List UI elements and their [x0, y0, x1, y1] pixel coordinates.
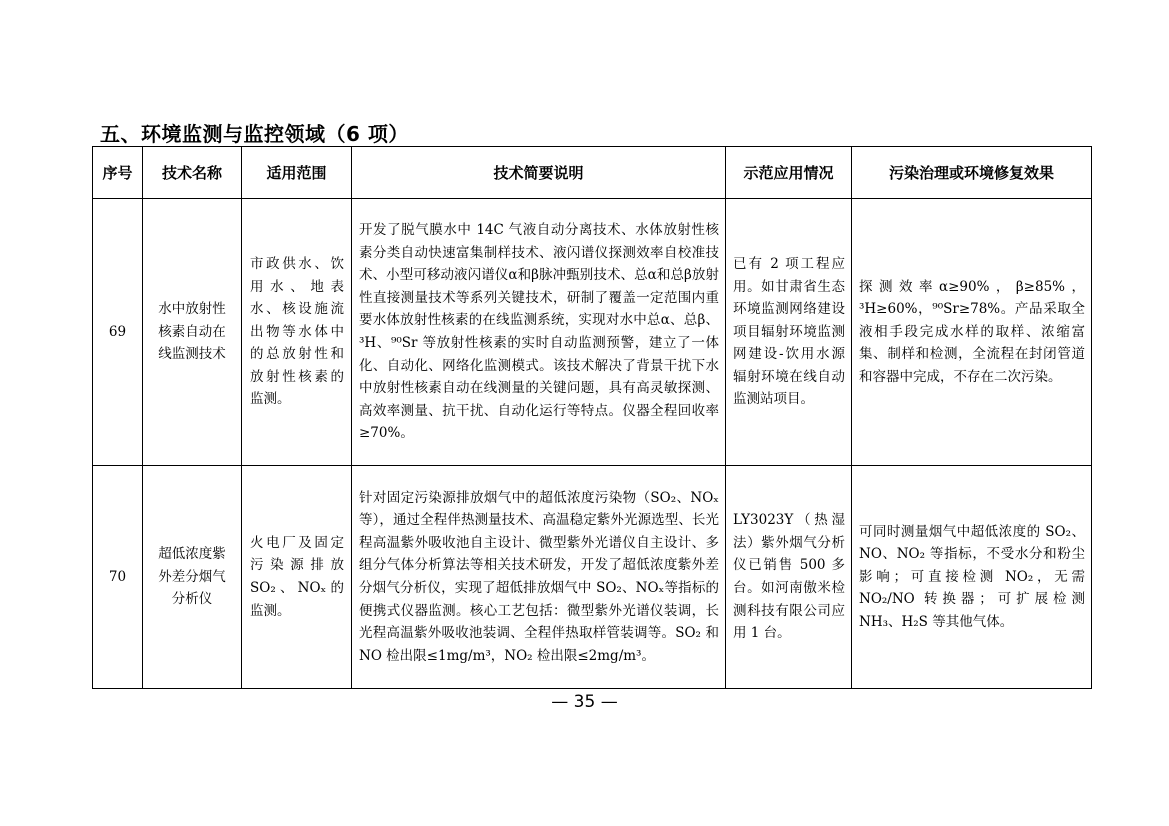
table-header-row	[93, 147, 1092, 199]
row-seq-text: 70	[108, 568, 127, 585]
row-scope	[242, 466, 352, 689]
row-effect-text: 探测效率α≥90%，β≥85%，³H≥60%，⁹⁰Sr≥78%。产品采取全液相手段完成水样的取样、浓缩富集、制样和检测，全流程在封闭管道和容器中完成，不存在二次污染。	[859, 278, 1085, 385]
header-demo: 示范应用情况	[726, 147, 852, 199]
row-scope	[242, 199, 352, 466]
row-name	[143, 466, 242, 689]
row-effect	[852, 466, 1092, 689]
header-description: 技术简要说明	[352, 147, 726, 199]
table-row	[93, 466, 1092, 689]
technology-table	[92, 146, 1092, 689]
row-seq-text: 69	[108, 323, 127, 340]
row-demo-text: LY3023Y（热湿法）紫外烟气分析仪已销售 500 多台。如河南傲米检测科技有限公司应用 1 台。	[733, 512, 845, 642]
row-effect-text: 可同时测量烟气中超低浓度的 SO₂、NO、NO₂ 等指标，不受水分和粉尘影响；可直接检测 NO₂，无需 NO₂/NO 转换器；可扩展检测 NH₃、H₂S 等其他气体。	[859, 523, 1085, 630]
row-description	[352, 199, 726, 466]
row-scope-text: 市政供水、饮用水、地表水、核设施流出物等水体中的总放射性和放射性核素的监测。	[250, 255, 344, 408]
row-demo	[726, 466, 852, 689]
row-description-text: 开发了脱气膜水中 14C 气液自动分离技术、水体放射性核素分类自动快速富集制样技术、液闪谱仪探测效率自校准技术、小型可移动液闪谱仪α和β脉冲甄别技术、总α和总β放射性直接测量技术等系列关键技术，研制了覆盖一定范围内重要水体放射性核素的在线监测系统，实现对水中总α、总β、³H、⁹⁰Sr 等放射性核素的实时自动监测预警，建立了一体化、自动化、网络化监测模式。该技术解决了背景干扰下水中放射性核素自动在线测量的关键问题，具有高灵敏探测、高效率测量、抗干扰、自动化运行等特点。仪器全程回收率≥70%。	[359, 222, 719, 442]
header-name: 技术名称	[143, 147, 242, 199]
row-scope-text: 火电厂及固定污染源排放 SO₂、NOₓ的监测。	[250, 534, 344, 619]
row-demo	[726, 199, 852, 466]
table-row	[93, 199, 1092, 466]
row-name-text: 水中放射性 核素自动在 线监测技术	[158, 301, 226, 363]
header-seq: 序号	[93, 147, 143, 199]
section-title: 五、环境监测与监控领域（6 项）	[100, 122, 409, 146]
row-seq	[93, 466, 143, 689]
header-effect: 污染治理或环境修复效果	[852, 147, 1092, 199]
row-effect	[852, 199, 1092, 466]
row-seq	[93, 199, 143, 466]
row-name	[143, 199, 242, 466]
header-scope: 适用范围	[242, 147, 352, 199]
page-number: — 35 —	[551, 692, 618, 712]
row-name-text: 超低浓度紫 外差分烟气 分析仪	[158, 546, 226, 608]
row-description-text: 针对固定污染源排放烟气中的超低浓度污染物（SO₂、NOₓ等），通过全程伴热测量技术、高温稳定紫外光源选型、长光程高温紫外吸收池自主设计、微型紫外光谱仪自主设计、多组分气体分析算法等相关技术研发，开发了超低浓度紫外差分烟气分析仪，实现了超低排放烟气中 SO₂、NOₓ等指标的便携式仪器监测。核心工艺包括：微型紫外光谱仪装调，长光程高温紫外吸收池装调、全程伴热取样管装调等。SO₂ 和 NO 检出限≤1mg/m³，NO₂ 检出限≤2mg/m³。	[359, 489, 719, 664]
row-demo-text: 已有 2 项工程应用。如甘肃省生态环境监测网络建设项目辐射环境监测网建设-饮用水源辐射环境在线自动监测站项目。	[733, 255, 845, 408]
row-description	[352, 466, 726, 689]
